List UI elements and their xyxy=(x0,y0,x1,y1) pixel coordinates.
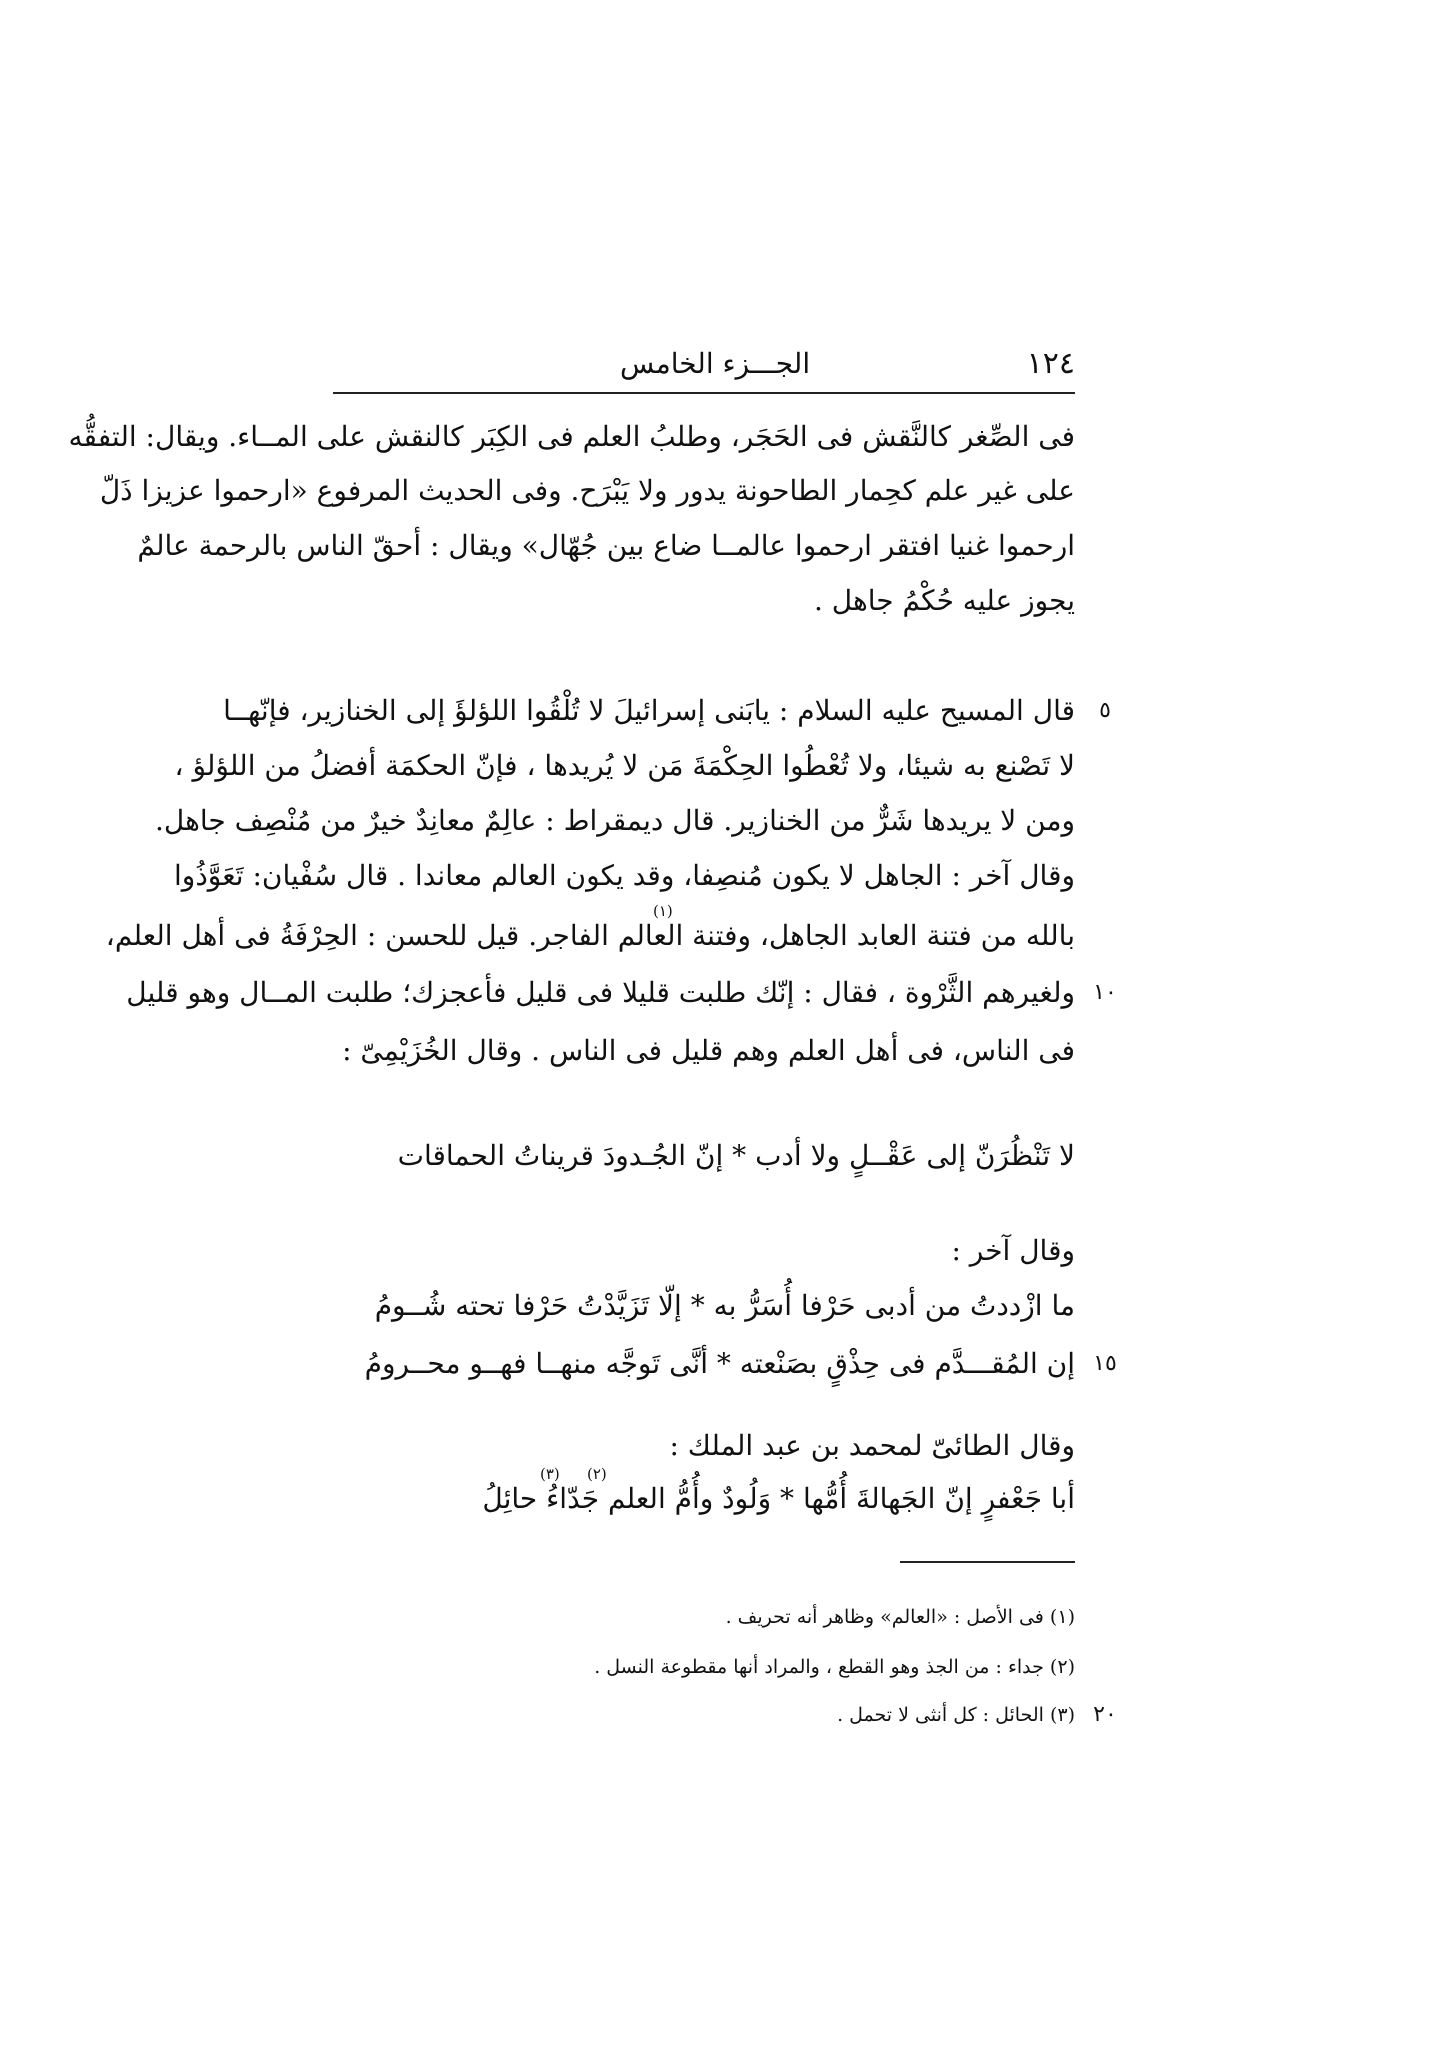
page-number: ١٢٤ xyxy=(1026,346,1075,381)
text-line: وقال آخر : الجاهل لا يكون مُنصِفا، وقد يكون العالم معاندا . قال سُفْيان: تَعَوَّذُوا xyxy=(174,859,1075,892)
verse-line: ما ازْددتُ من أدبى حَرْفا أُسَرُّ به * إلّا تَزَيَّدْتُ حَرْفا تحته شُــومُ xyxy=(374,1289,1075,1322)
line-number: ٢٠ xyxy=(1093,1702,1117,1727)
footnote: (٢) جداء : من الجذ وهو القطع ، والمراد أنها مقطوعة النسل . xyxy=(594,1656,1075,1678)
text-line: فى الصِّغر كالنَّقش فى الحَجَر، وطلبُ العلم فى الكِبَر كالنقش على المــاء. ويقال: التفقُّه xyxy=(68,420,1075,453)
text-line: يجوز عليه حُكْمُ جاهل . xyxy=(813,584,1075,617)
footnote-rule xyxy=(900,1561,1075,1563)
verse-line: أبا جَعْفرٍ إنّ الجَهالةَ أُمُّها * وَلُودٌ وأُمُّ العلم جَدّاءُ حائِلُ xyxy=(482,1482,1075,1515)
footnote: (١) فى الأصل : «العالم» وظاهر أنه تحريف . xyxy=(725,1606,1075,1628)
text-line: على غير علم كحِمار الطاحونة يدور ولا يَبْرَح. وفى الحديث المرفوع «ارحموا عزيزا ذَلّ xyxy=(99,474,1075,507)
footnote-marker-2: (٢) xyxy=(587,1465,607,1483)
verse-intro: وقال الطائىّ لمحمد بن عبد الملك : xyxy=(669,1429,1075,1462)
footnote-marker-1: (١) xyxy=(653,902,673,920)
verse-line: لا تَنْظُرَنّ إلى عَقْــلٍ ولا أدب * إنّ الجُـدودَ قريناتُ الحماقات xyxy=(397,1139,1075,1172)
running-head: الجـــزء الخامس xyxy=(620,347,811,380)
line-number: ٥ xyxy=(1099,698,1111,723)
text-line: بالله من فتنة العابد الجاهل، وفتنة العالم الفاجر. قيل للحسن : الحِرْفَةُ فى أهل العلم، xyxy=(105,919,1075,952)
page-header xyxy=(600,344,1075,384)
footnote: (٣) الحائل : كل أنثى لا تحمل . xyxy=(837,1704,1075,1726)
text-line: ولغيرهم الثَّرْوة ، فقال : إنّك طلبت قليلا فى قليل فأعجزك؛ طلبت المــال وهو قليل xyxy=(126,976,1075,1009)
text-line: فى الناس، فى أهل العلم وهم قليل فى الناس . وقال الخُزَيْمِىّ : xyxy=(342,1034,1075,1067)
text-line: لا تَصْنع به شيئا، ولا تُعْطُوا الحِكْمَةَ مَن لا يُريدها ، فإنّ الحكمَة أفضلُ من اللؤلؤ ، xyxy=(174,749,1075,782)
text-line: ارحموا غنيا افتقر ارحموا عالمــا ضاع بين جُهّال» ويقال : أحقّ الناس بالرحمة عالمٌ xyxy=(137,529,1075,562)
line-number: ١٠ xyxy=(1093,980,1117,1005)
verse-intro: وقال آخر : xyxy=(951,1234,1075,1267)
text-line: قال المسيح عليه السلام : يابَنى إسرائيلَ لا تُلْقُوا اللؤلؤَ إلى الخنازير، فإنّهــا xyxy=(223,694,1075,727)
footnote-marker-3: (٣) xyxy=(540,1465,560,1483)
text-line: ومن لا يريدها شَرٌّ من الخنازير. قال ديمقراط : عالِمٌ معانِدٌ خيرٌ من مُنْصِف جاهل. xyxy=(155,804,1075,837)
header-rule xyxy=(333,392,1075,394)
verse-line: إن المُقـــدَّم فى حِذْقٍ بصَنْعته * أنَّى تَوجَّه منهــا فهــو محــرومُ xyxy=(364,1347,1075,1380)
line-number: ١٥ xyxy=(1093,1351,1117,1376)
